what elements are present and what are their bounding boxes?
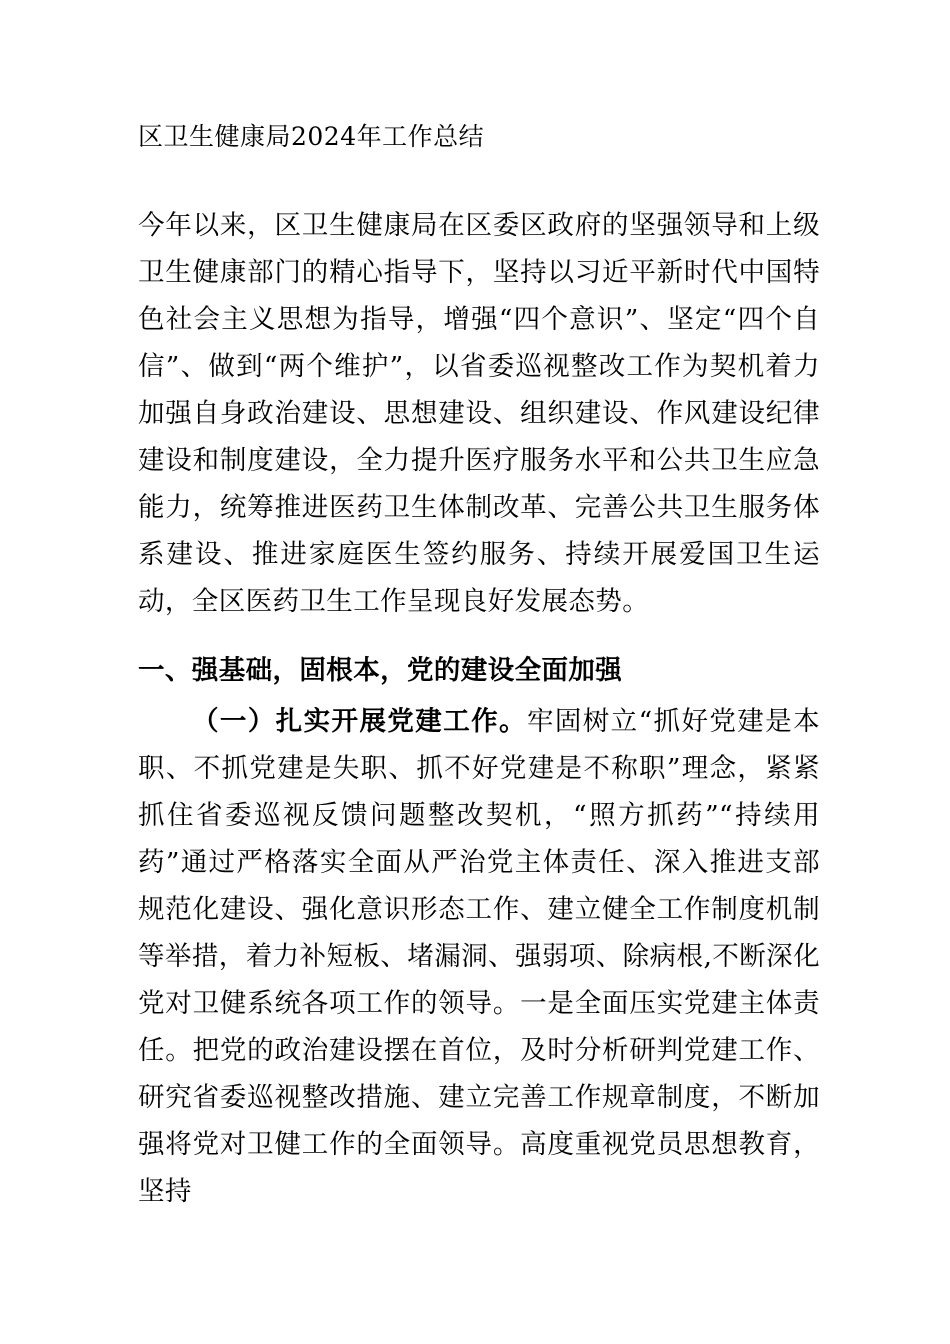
subsection-lead-in: （一）扎实开展党建工作。 xyxy=(191,705,527,737)
body-paragraph-intro: 今年以来，区卫生健康局在区委区政府的坚强领导和上级卫生健康部门的精心指导下，坚持以习近平新时代中国特色社会主义思想为指导，增强“四个意识”、坚定“四个自信”、做到“两个维护”，以省委巡视整改工作为契机着力加强自身政治建设、思想建设、组织建设、作风建设纪律建设和制度建设，全力提升医疗服务水平和公共卫生应急能力，统筹推进医药卫生体制改革、完善公共卫生服务体系建设、推进家庭医生签约服务、持续开展爱国卫生运动，全区医药卫生工作呈现良好发展态势。 xyxy=(138,209,820,617)
subsection-paragraph xyxy=(138,698,820,1215)
section-heading-1: 一、强基础，固根本，党的建设全面加强 xyxy=(138,654,623,686)
subsection-body-text: 牢固树立“抓好党建是本职、不抓党建是失职、抓不好党建是不称职”理念，紧紧抓住省委巡视反馈问题整改契机，“照方抓药”“持续用药”通过严格落实全面从严治党主体责任、深入推进支部规范化建设、强化意识形态工作、建立健全工作制度机制等举措，着力补短板、堵漏洞、强弱项、除病根,不断深化党对卫健系统各项工作的领导。一是全面压实党建主体责任。把党的政治建设摆在首位，及时分析研判党建工作、研究省委巡视整改措施、建立完善工作规章制度，不断加强将党对卫健工作的全面领导。高度重视党员思想教育，坚持 xyxy=(138,705,820,1207)
page-title: 区卫生健康局2024年工作总结 xyxy=(138,122,485,151)
